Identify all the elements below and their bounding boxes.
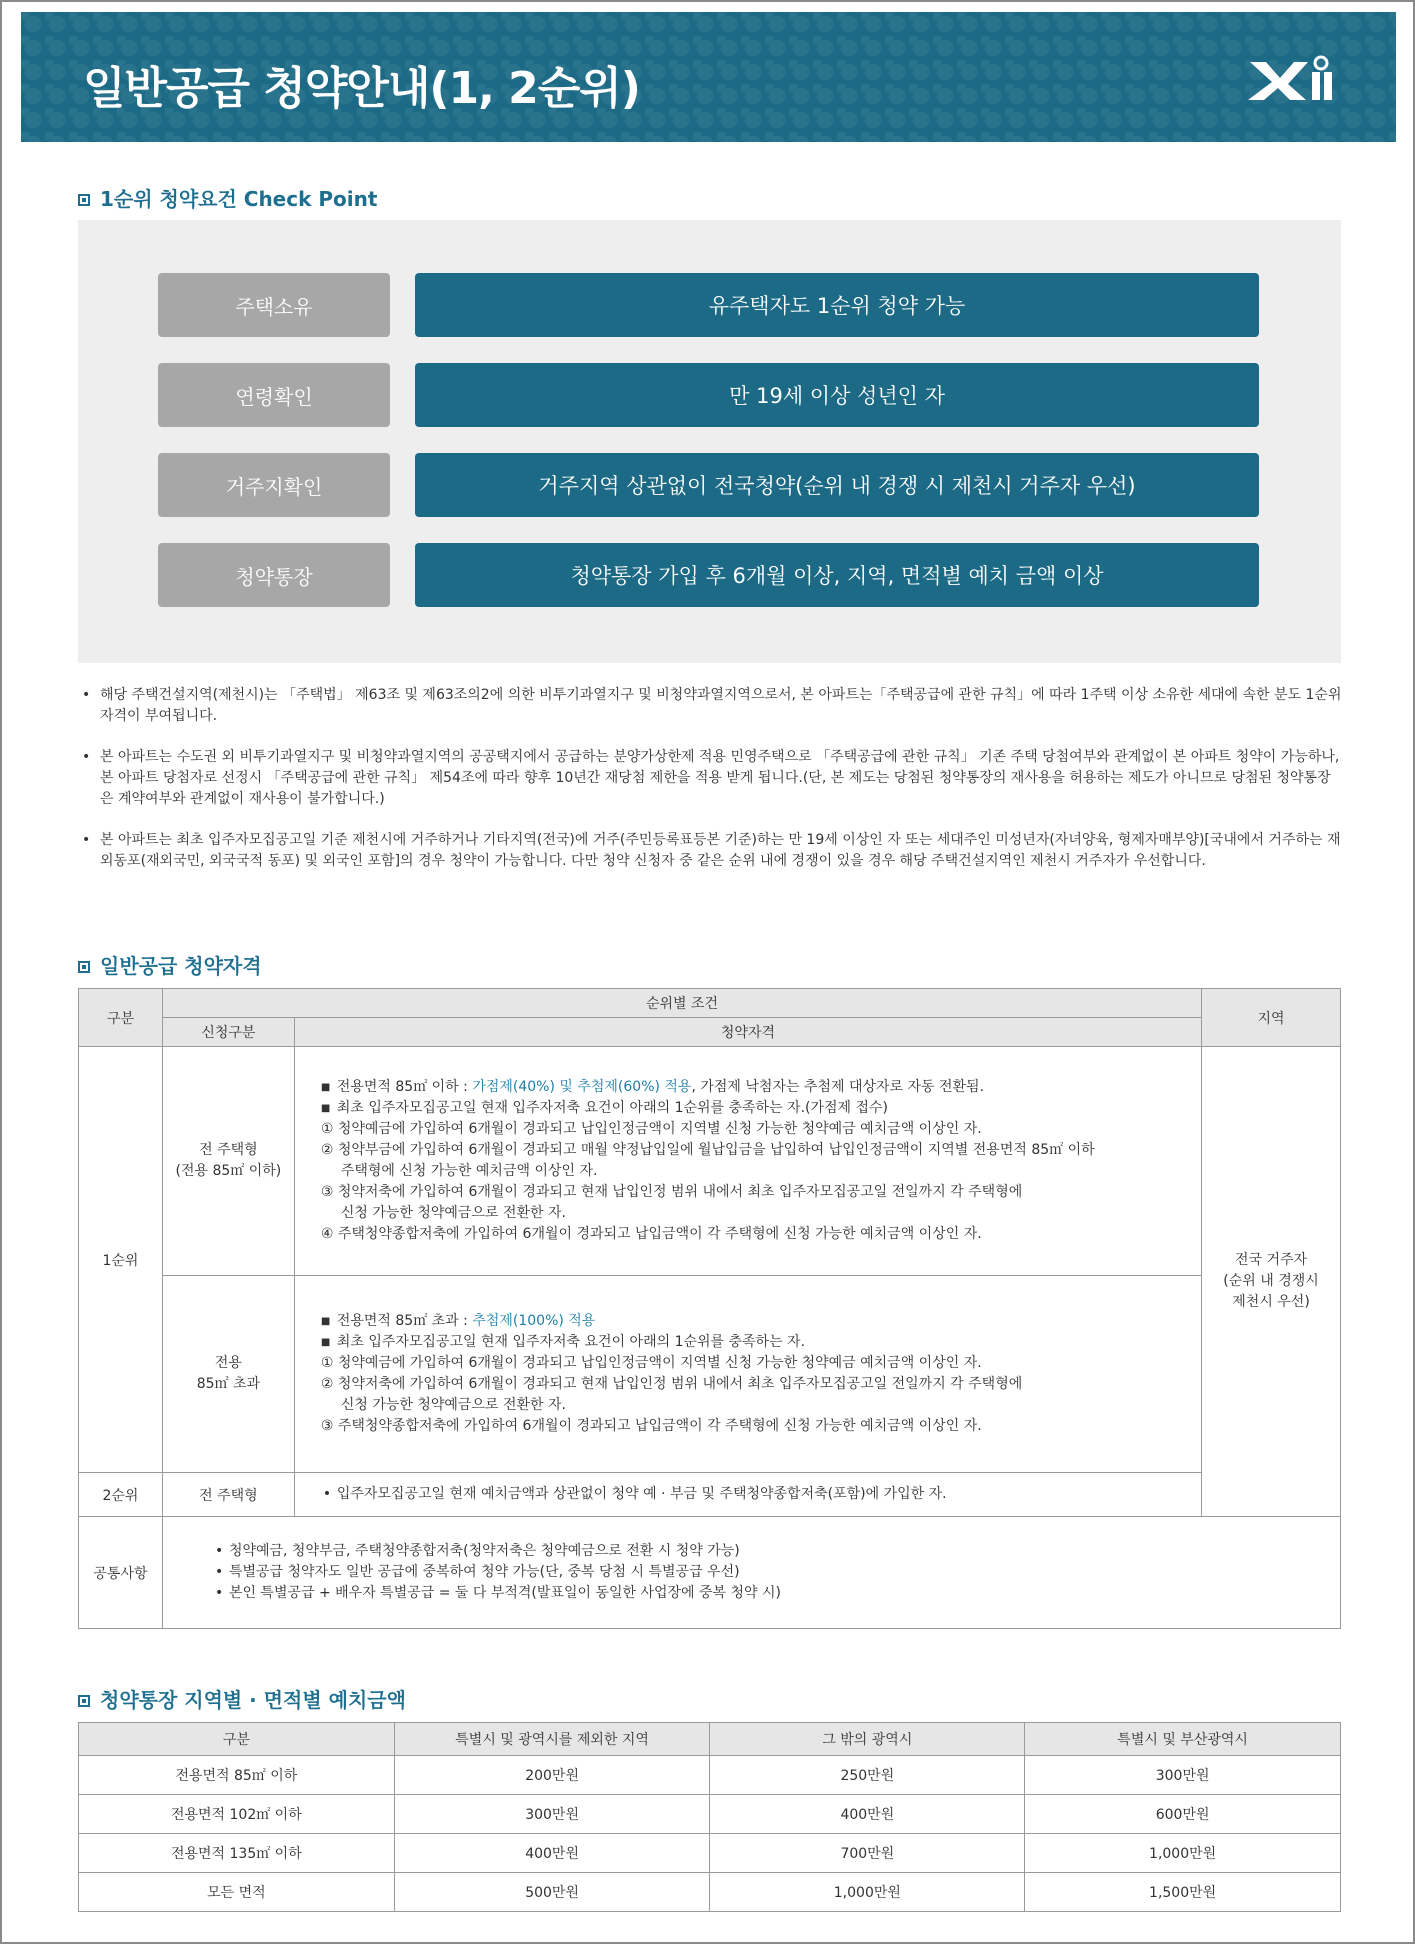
- deposit-header: 특별시 및 부산광역시: [1025, 1723, 1341, 1756]
- region-cell: 전국 거주자 (순위 내 경쟁시 제천시 우선): [1202, 1047, 1341, 1517]
- rank2-type: 전 주택형: [162, 1473, 294, 1517]
- rank2-eligibility: • 입주자모집공고일 현재 예치금액과 상관없이 청약 예 · 부금 및 주택청약종합저축(포함)에 가입한 자.: [294, 1473, 1201, 1517]
- header-apply-type: 신청구분: [162, 1018, 294, 1047]
- deposit-header: 그 밖의 광역시: [710, 1723, 1025, 1756]
- deposit-cell: 1,000만원: [1025, 1834, 1341, 1873]
- deposit-cell: 전용면적 85㎡ 이하: [79, 1756, 395, 1795]
- deposit-cell: 400만원: [394, 1834, 710, 1873]
- deposit-header: 특별시 및 광역시를 제외한 지역: [394, 1723, 710, 1756]
- deposit-table: [78, 1722, 1341, 1912]
- deposit-cell: 전용면적 102㎡ 이하: [79, 1795, 395, 1834]
- checkpoint-value: 만 19세 이상 성년인 자: [415, 363, 1259, 427]
- checkpoint-label: 연령확인: [158, 363, 390, 427]
- rank1b-type: 전용 85㎡ 초과: [162, 1276, 294, 1473]
- checkpoint-value: 유주택자도 1순위 청약 가능: [415, 273, 1259, 337]
- deposit-section-title: 청약통장 지역별 · 면적별 예치금액: [78, 1684, 406, 1713]
- deposit-cell: 1,500만원: [1025, 1873, 1341, 1912]
- deposit-cell: 모든 면적: [79, 1873, 395, 1912]
- header-eligibility: 청약자격: [294, 1018, 1201, 1047]
- page-header: [21, 12, 1396, 142]
- deposit-cell: 300만원: [394, 1795, 710, 1834]
- checkpoint-value: 거주지역 상관없이 전국청약(순위 내 경쟁 시 제천시 거주자 우선): [415, 453, 1259, 517]
- qualification-table: [78, 988, 1341, 1629]
- rank1a-eligibility: ■ 전용면적 85㎡ 이하 : 가점제(40%) 및 추첨제(60%) 적용, 가점제 낙첨자는 추첨제 대상자로 자동 전환됨. ■ 최초 입주자모집공고일 현재 입주자저축 요건이 아래의 1순위를 충족하는 자.(가점제 접수) ① 청약예금에 가입하여 6개월이 경과되고 납입인정금액이 지역별 신청 가능한 청약예금 예치금액 이상인 자. ② 청약부금에 가입하여 6개월이 경과되고 매월 약정납입일에 월납입금을 납입하여 납입인정금액이 지역별 전용면적 85㎡ 이하 주택형에 신청 가능한 예치금액 이상인 자. ③ 청약저축에 가입하여 6개월이 경과되고 현재 납입인정 범위 내에서 최초 입주자모집공고일 전일까지 각 주택형에 신청 가능한 청약예금으로 전환한 자. ④ 주택청약종합저축에 가입하여 6개월이 경과되고 납입금액이 각 주택형에 신청 가능한 예치금액 이상인 자.: [294, 1047, 1201, 1276]
- deposit-cell: 700만원: [710, 1834, 1025, 1873]
- header-region: 지역: [1202, 989, 1341, 1047]
- rank1-cell: 1순위: [79, 1047, 163, 1473]
- deposit-cell: 300만원: [1025, 1756, 1341, 1795]
- rank1b-eligibility: ■ 전용면적 85㎡ 초과 : 추첨제(100%) 적용 ■ 최초 입주자모집공고일 현재 입주자저축 요건이 아래의 1순위를 충족하는 자. ① 청약예금에 가입하여 6개월이 경과되고 납입인정금액이 지역별 신청 가능한 청약예금 예치금액 이상인 자. ② 청약저축에 가입하여 6개월이 경과되고 현재 납입인정 범위 내에서 최초 입주자모집공고일 전일까지 각 주택형에 신청 가능한 청약예금으로 전환한 자. ③ 주택청약종합저축에 가입하여 6개월이 경과되고 납입금액이 각 주택형에 신청 가능한 예치금액 이상인 자.: [294, 1276, 1201, 1473]
- checkpoint-label: 청약통장: [158, 543, 390, 607]
- deposit-cell: 250만원: [710, 1756, 1025, 1795]
- note-item: • 해당 주택건설지역(제천시)는 「주택법」 제63조 및 제63조의2에 의한 비투기과열지구 및 비청약과열지역으로서, 본 아파트는「주택공급에 관한 규칙」에 따라 1주택 이상 소유한 세대에 속한 분도 1순위 자격이 부여됩니다.: [80, 685, 1342, 727]
- square-bullet-icon: [78, 1695, 90, 1707]
- notes-list: [80, 685, 1342, 892]
- page-title: 일반공급 청약안내(1, 2순위): [83, 63, 640, 114]
- note-item: • 본 아파트는 최초 입주자모집공고일 기준 제천시에 거주하거나 기타지역(전국)에 거주(주민등록표등본 기준)하는 만 19세 이상인 자 또는 세대주인 미성년자(자녀양육, 형제자매부양)[국내에서 거주하는 재외동포(재외국민, 외국국적 동포) 및 외국인 포함]의 경우 청약이 가능합니다. 다만 청약 신청자 중 같은 순위 내에 경쟁이 있을 경우 해당 주택건설지역인 제천시 거주자가 우선합니다.: [80, 830, 1342, 872]
- header-division: 구분: [79, 989, 163, 1047]
- table-row: [79, 1795, 1341, 1834]
- checkpoint-panel: [78, 220, 1341, 663]
- deposit-header: 구분: [79, 1723, 395, 1756]
- deposit-cell: 200만원: [394, 1756, 710, 1795]
- square-bullet-icon: [78, 961, 90, 973]
- note-item: • 본 아파트는 수도권 외 비투기과열지구 및 비청약과열지역의 공공택지에서 공급하는 분양가상한제 적용 민영주택으로 「주택공급에 관한 규칙」 기존 주택 당첨여부와 관계없이 본 아파트 청약이 가능하나, 본 아파트 당첨자로 선정시 「주택공급에 관한 규칙」 제54조에 따라 향후 10년간 재당첨 제한을 적용 받게 됩니다.(단, 본 제도는 당첨된 청약통장의 재사용을 허용하는 제도가 아니므로 당첨된 청약통장은 계약여부와 관계없이 재사용이 불가합니다.): [80, 747, 1342, 810]
- deposit-cell: 600만원: [1025, 1795, 1341, 1834]
- qualification-section-title: 일반공급 청약자격: [78, 950, 262, 979]
- rank2-cell: 2순위: [79, 1473, 163, 1517]
- rank1a-type: 전 주택형 (전용 85㎡ 이하): [162, 1047, 294, 1276]
- table-row: [79, 1834, 1341, 1873]
- deposit-cell: 500만원: [394, 1873, 710, 1912]
- deposit-cell: 전용면적 135㎡ 이하: [79, 1834, 395, 1873]
- deposit-cell: 1,000만원: [710, 1873, 1025, 1912]
- xi-logo-icon: [1246, 54, 1338, 104]
- common-items: • 청약예금, 청약부금, 주택청약종합저축(청약저축은 청약예금으로 전환 시 청약 가능) • 특별공급 청약자도 일반 공급에 중복하여 청약 가능(단, 중복 당첨 시 특별공급 우선) • 본인 특별공급 + 배우자 특별공급 = 둘 다 부적격(발표일이 동일한 사업장에 중복 청약 시): [162, 1517, 1340, 1629]
- deposit-cell: 400만원: [710, 1795, 1025, 1834]
- table-row: [79, 1873, 1341, 1912]
- checkpoint-label: 주택소유: [158, 273, 390, 337]
- square-bullet-icon: [78, 194, 90, 206]
- checkpoint-section-title: 1순위 청약요건 Check Point: [78, 183, 377, 212]
- checkpoint-label: 거주지확인: [158, 453, 390, 517]
- table-row: [79, 1756, 1341, 1795]
- checkpoint-value: 청약통장 가입 후 6개월 이상, 지역, 면적별 예치 금액 이상: [415, 543, 1259, 607]
- common-cell: 공통사항: [79, 1517, 163, 1629]
- header-conditions: 순위별 조건: [162, 989, 1201, 1018]
